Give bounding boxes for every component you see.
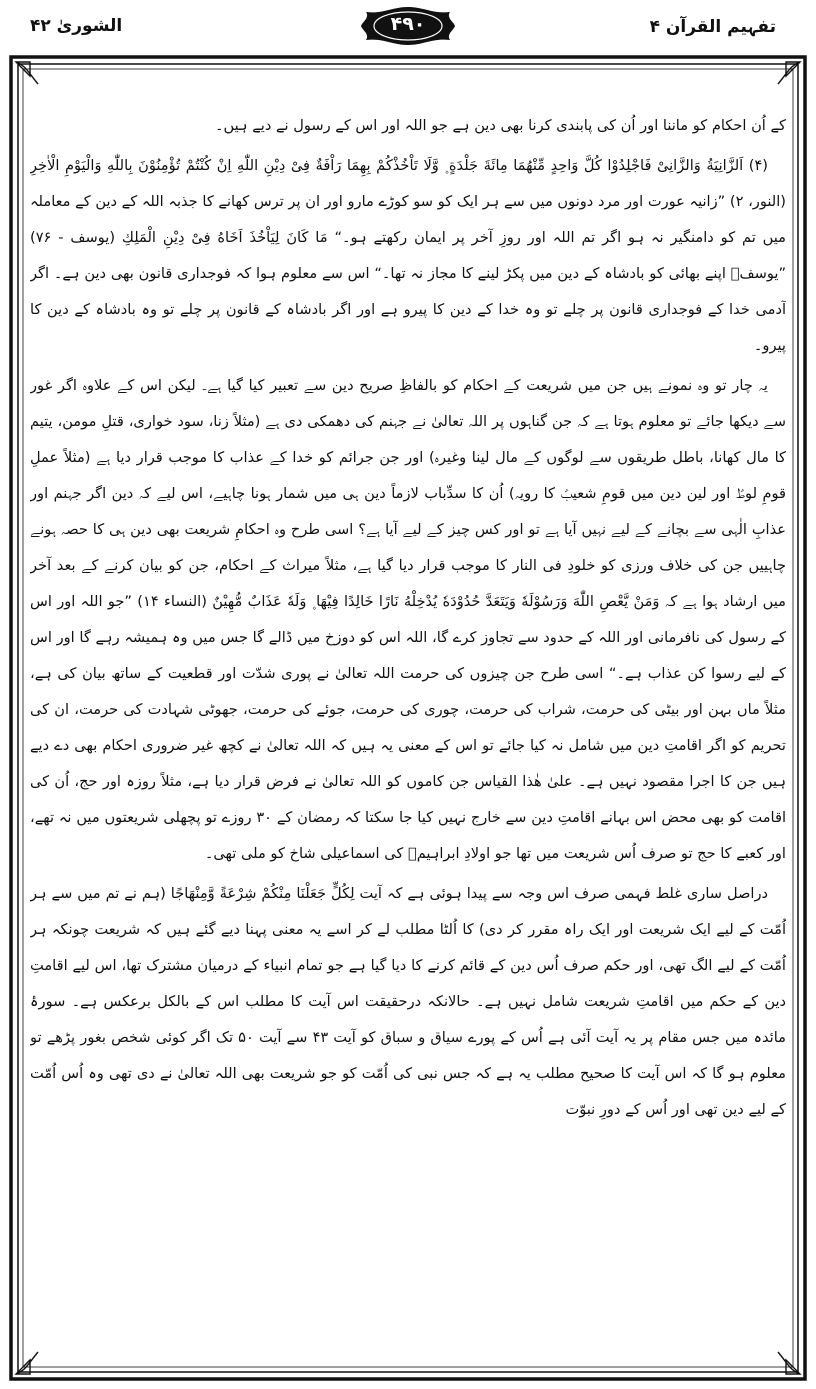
page-number: ۴۹۰ — [390, 13, 426, 35]
paragraph-2: (۴) اَلزَّانِیَةُ وَالزَّانِیْ فَاجْلِدُوْا كُلَّ وَاحِدٍ مِّنْهُمَا مِائَةَ جَلْدَةٍ ۪ وَّلَا تَاْخُذْكُمْ بِهِمَا رَاْفَةٌ فِیْ دِیْنِ اللّٰهِ اِنْ كُنْتُمْ تُؤْمِنُوْنَ بِاللّٰهِ وَالْیَوْمِ الْاٰخِرِ (النور، ۲) ”زانیہ عورت اور مرد دونوں میں سے ہر ایک کو سو کوڑے مارو اور ان پر ترس کھانے کا جذبہ اللہ کے دین کے معاملہ میں تم کو دامنگیر نہ ہو اگر تم اللہ اور روزِ آخر پر ایمان رکھتے ہو۔“ مَا كَانَ لِیَاْخُذَ اَخَاهُ فِیْ دِیْنِ الْمَلِكِ (یوسف - ۷۶) ”یوسفؑ اپنے بھائی کو بادشاہ کے دین میں پکڑ لینے کا مجاز نہ تھا۔“ اس سے معلوم ہوا کہ فوجداری قانون بھی دین ہے۔ اگر آدمی خدا کے فوجداری قانون پر چلے تو وہ خدا کے دین کا پیرو ہے اور اگر بادشاہ کے قانون پر چلے تو وہ بادشاہ کے دین کا پیرو۔ — [30, 157, 786, 354]
page-header — [0, 0, 816, 56]
paragraph-4: دراصل ساری غلط فہمی صرف اس وجہ سے پیدا ہوئی ہے کہ آیت لِكُلٍّ جَعَلْنَا مِنْكُمْ شِرْعَةً وَّمِنْهَاجًا (ہم نے تم میں سے ہر اُمّت کے لیے ایک شریعت اور ایک راہ مقرر کر دی) کا اُلٹا مطلب لے کر اسے یہ معنی پہنا دیے گئے ہیں کہ شریعت چونکہ ہر اُمّت کے لیے الگ تھی، اور حکم صرف اُس دین کے قائم کرنے کا دیا گیا ہے جو تمام انبیاء کے درمیان مشترک تھا، اس لیے اقامتِ دین کے حکم میں اقامتِ شریعت شامل نہیں ہے۔ حالانکہ درحقیقت اس آیت کا مطلب اس کے بالکل برعکس ہے۔ سورۂ مائدہ میں جس مقام پر یہ آیت آئی ہے اُس کے پورے سیاق و سباق کو آیت ۴۳ سے آیت ۵۰ تک اگر کوئی شخص بغور پڑھے تو معلوم ہو گا کہ اس آیت کا صحیح مطلب یہ ہے کہ جس نبی کی اُمّت کو جو شریعت بھی اللہ تعالیٰ نے دی تھی وہ اُس اُمّت کے لیے دین تھی اور اُس کے دورِ نبوّت — [30, 885, 786, 1118]
page-number-badge — [360, 6, 456, 46]
page-body — [30, 108, 786, 1370]
book-title: تفہیم القرآن ۴ — [649, 17, 776, 37]
surah-label: الشوریٰ ۴۲ — [30, 16, 123, 36]
paragraph-3: یہ چار تو وہ نمونے ہیں جن میں شریعت کے احکام کو بالفاظِ صریح دین سے تعبیر کیا گیا ہے۔ لیکن اس کے علاوہ اگر غور سے دیکھا جائے تو معلوم ہوتا ہے کہ جن گناہوں پر اللہ تعالیٰ نے جہنم کی دھمکی دی ہے (مثلاً زنا، سود خواری، قتلِ مومن، یتیم کا مال کھانا، باطل طریقوں سے لوگوں کے مال لینا وغیرہ) اور جن جرائم کو خدا کے عذاب کا موجب قرار دیا ہے (مثلاً عملِ قومِ لوطؑ اور لین دین میں قومِ شعیبؑ کا رویہ) اُن کا سدِّباب لازماً دین ہی میں شمار ہونا چاہیے، اس لیے کہ دین اگر جہنم اور عذابِ الٰہی سے بچانے کے لیے نہیں آیا ہے تو اور کس چیز کے لیے آیا ہے؟ اسی طرح وہ احکامِ شریعت بھی دین ہی کا حصہ ہونے چاہییں جن کی خلاف ورزی کو خلودِ فی النار کا موجب قرار دیا گیا ہے، مثلاً میراث کے احکام، جن کو بیان کرنے کے بعد آخر میں ارشاد ہوا ہے کہ وَمَنْ یَّعْصِ اللّٰهَ وَرَسُوْلَهٗ وَیَتَعَدَّ حُدُوْدَهٗ یُدْخِلْهُ نَارًا خَالِدًا فِیْهَا ۪ وَلَهٗ عَذَابٌ مُّهِیْنٌ (النساء ۱۴) ”جو اللہ اور اس کے رسول کی نافرمانی اور اللہ کے حدود سے تجاوز کرے گا، اللہ اس کو دوزخ میں ڈالے گا جس میں وہ ہمیشہ رہے گا اور اس کے لیے رسوا کن عذاب ہے۔“ اسی طرح جن چیزوں کی حرمت اللہ تعالیٰ نے پوری شدّت اور قطعیت کے ساتھ بیان کی ہے، مثلاً ماں بہن اور بیٹی کی حرمت، شراب کی حرمت، چوری کی حرمت، جوئے کی حرمت، جھوٹی شہادت کی حرمت، ان کی تحریم کو اگر اقامتِ دین میں شامل نہ کیا جائے تو اس کے معنی یہ ہیں کہ اللہ تعالیٰ نے کچھ غیر ضروری احکام بھی دے دیے ہیں جن کا اجرا مقصود نہیں ہے۔ علیٰ ھٰذا القیاس جن کاموں کو اللہ تعالیٰ نے فرض قرار دیا ہے، مثلاً روزہ اور حج، اُن کی اقامت کو بھی محض اس بہانے اقامتِ دین سے خارج نہیں کیا جا سکتا کہ رمضان کے ۳۰ روزے تو پچھلی شریعتوں میں نہ تھے، اور کعبے کا حج تو صرف اُس شریعت میں تھا جو اولادِ ابراہیمؑ کی اسماعیلی شاخ کو ملی تھی۔ — [30, 377, 786, 862]
paragraph-1: کے اُن احکام کو ماننا اور اُن کی پابندی کرنا بھی دین ہے جو اللہ اور اس کے رسول نے دیے ہیں۔ — [214, 117, 786, 134]
